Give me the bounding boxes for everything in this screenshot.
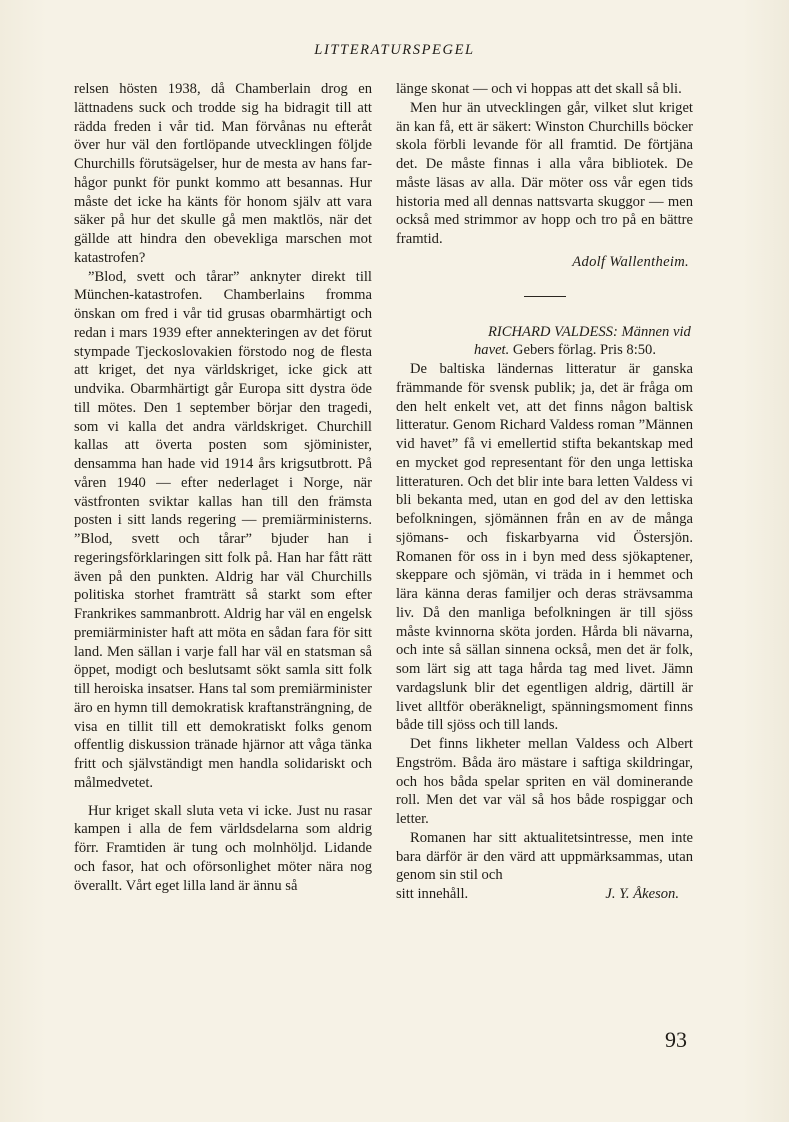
right-paragraph-1: länge skonat — och vi hoppas att det skall så bli. bbox=[396, 81, 682, 97]
review-publisher: Gebers förlag. Pris 8:50. bbox=[512, 342, 656, 359]
section-divider bbox=[524, 296, 566, 297]
review-paragraph-3-end: sitt innehåll. bbox=[396, 886, 469, 902]
left-paragraph-2: ”Blod, svett och tårar” anknyter direkt till München-katastrofen. Chamberlains fromma önskan om fred i vår tid grusas obarmhärtigt och redan i mars 1939 efter annekteringen av det förut stympade Tjeckoslovakien förstodo nog de flesta att kriget, det nya världskriget, icke gick att undvika. Obarmhärtigt går Europa sitt dystra öde till mötes. Den 1 september börjar den tragedi, som vi kalla det andra världskriget. Churchill kallas att överta posten som sjöminister, densamma han hade vid 1914 års krigsutbrott. På våren 1940 — efter nederlaget i Norge, när västfronten sviktar kallas han till den främsta posten i sitt lands regering — premiärministerns. ”Blod, svett och tårar” bjuder han i regeringsförklaringen sitt folk på. Han har fått rätt även på den punkten. Aldrig har väl Churchills politiska storhet framträtt så starkt som efter Frankrikes sammanbrott. Aldrig har väl en engelsk premiärminister haft att möta en sådan fara för sitt land. Men sällan i varje fall har väl en statsman så öppet, modigt och beslutsamt sökt samla sitt folk till heroiska insatser. Hans tal som premiärminister äro en hymn till demokratisk kraftansträngning, de visa en tillit till ett demokratiskt folks genom offentlig diskussion tränade hjärnor att våga tänka fritt och självständigt men handla solidariskt och målmedvetet. bbox=[74, 268, 372, 791]
review-paragraph-3: Romanen har sitt aktualitetsintresse, men inte bara därför är den värd att uppmärksammas, utan genom sin stil och bbox=[396, 829, 693, 884]
left-paragraph-3: Hur kriget skall sluta veta vi icke. Just nu rasar kampen i alla de fem världsdelarna som aldrig förr. Framtiden är tung och molnhöljd. Lidande och fasor, hat och oförsonlighet möter nära nog överallt. Vårt eget lilla land är ännu så bbox=[74, 802, 372, 894]
review-paragraph-1: De baltiska ländernas litteratur är ganska främmande för svensk publik; ja, det är fråga om den helt enkelt vet, att det finns någon baltisk litteratur. Genom Richard Valdess roman ”Männen vid havet” få vi emellertid stifta bekantskap med en mycket god representant för den unga lettiska litteraturen. Och det blir inte bara letten Valdess vi bli bekanta med, utan en god del av den lettiska befolkningen, sjömännen från en av de många sjömans- och fiskarbyarna vid Östersjön. Romanen för oss in i byn med dess sjökaptener, skeppare och sjömän, vi träda in i hemmet och lära känna deras familjer och deras strävsamma liv. Då den manliga befolkningen är till sjöss måste kvinnorna sköta jorden. Hårda bli nävarna, och inte så sällan sinnena också, men det är folk, som lärt sig att taga hårda tag med livet. Jämn vardagslunk blir det egentligen aldrig, därtill är livet alltför oberäkneligt, spänningsmoment finns både till sjöss och till lands. bbox=[396, 361, 693, 734]
running-head-title: LITTERATURSPEGEL bbox=[314, 42, 475, 58]
review-heading bbox=[396, 323, 693, 361]
review-signature: J. Y. Åkeson. bbox=[605, 886, 679, 902]
right-paragraph-2: Men hur än utvecklingen går, vilket slut kriget än kan få, ett är säkert: Winston Churchills böcker skola förbli levande för all framtid. De förtjäna det. De måste finnas i alla våra bibliotek. De måste läsas av alla. Där möter oss vår egen tids historia med all dennas nattsvarta skuggor — men också med strimmor av hopp och tro på en bättre framtid. bbox=[396, 99, 693, 247]
review-final-line bbox=[396, 885, 693, 904]
left-column bbox=[74, 80, 372, 895]
article-signature: Adolf Wallentheim. bbox=[572, 253, 689, 270]
review-author: RICHARD VALDESS: bbox=[488, 323, 618, 340]
page-number: 93 bbox=[665, 1027, 687, 1052]
review-paragraph-2: Det finns likheter mellan Valdess och Albert Engström. Båda äro mästare i saftiga skildringar, och hos båda spelar spriten en väl dominerande roll. Men det var väl så hos både rospiggar och letter. bbox=[396, 736, 693, 827]
right-column bbox=[396, 80, 693, 904]
left-paragraph-1: relsen hösten 1938, då Chamberlain drog en lättnadens suck och trodde sig ha bidragit till att rädda freden i vår tid. Man förvånas nu efteråt över hur väl den fortlöpande utvecklingen följde Churchills förutsägelser, hur de mesta av hans farhågor punkt för punkt kommo att besannas. Hur måste det icke ha känts för honom själv att vara säker på hur det skulle gå men maktlös, när det gällde att hindra den obevekliga marschen mot katastrofen? bbox=[74, 81, 372, 266]
review-book-title: Männen vid havet. bbox=[474, 323, 691, 359]
